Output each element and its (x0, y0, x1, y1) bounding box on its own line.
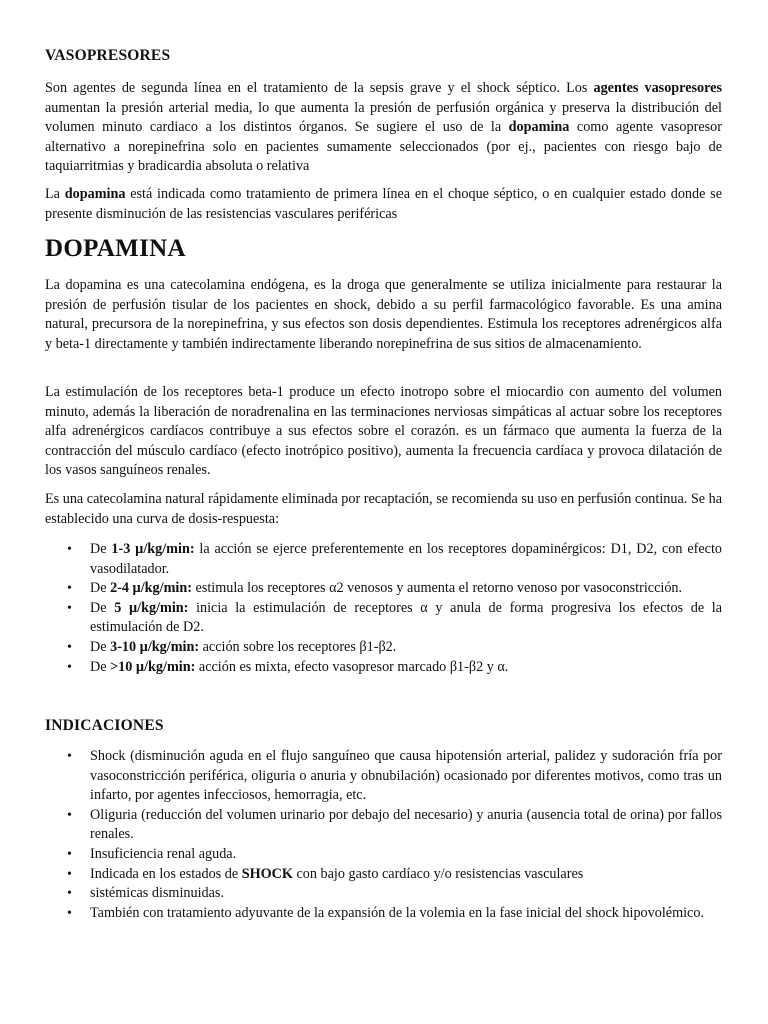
list-item: • De >10 µ/kg/min: acción es mixta, efecto vasopresor marcado β1-β2 y α. (45, 658, 722, 678)
bullet-icon: • (67, 639, 72, 655)
heading-vasopresores: VASOPRESORES (45, 47, 171, 64)
bullet-icon: • (67, 542, 72, 557)
bullet-icon: • (67, 600, 72, 616)
list-item: • Insuficiencia renal aguda. (45, 845, 722, 865)
list-item: • De 3-10 µ/kg/min: acción sobre los receptores β1-β2. (45, 638, 722, 658)
vasopresores-paragraph-1: Son agentes de segunda línea en el tratamiento de la sepsis grave y el shock séptico. Los agentes vasopresores aumentan la presión arterial media, lo que aumenta la presión de perfusión orgánica y preserva la distribución del volumen minuto cardiaco a los distintos órganos. Se sugiere el uso de la dopamina como agente vasopresor alternativo a norepinefrina solo en pacientes sumamente seleccionados (por ej., pacientes con riesgo bajo de taquiarritmias y bradicardia absoluta o relativa (45, 80, 722, 175)
dopamina-paragraph-1: La dopamina es una catecolamina endógena, es la droga que generalmente se utiliza inicialmente para restaurar la presión de perfusión tisular de los pacientes en shock, debido a su perfil farmacológico favorable. Es una amina natural, precursora de la norepinefrina, y sus efectos son dosis dependientes. Estimula los receptores adrenérgicos alfa y beta-1 directamente y también indirectamente liberando norepinefrina de sus sitios de almacenamiento. (45, 277, 722, 352)
bullet-icon: • (67, 749, 72, 764)
list-item: • sistémicas disminuidas. (45, 884, 722, 904)
list-item: • Shock (disminución aguda en el flujo sanguíneo que causa hipotensión arterial, palidez y sudoración fría por vasoconstricción periférica, oliguria o anuria y obnubilación) ocasionado por diferentes motivos, como tras un infarto, por agentes infecciosos, hemorragia, etc. (67, 748, 722, 804)
list-item: • De 2-4 µ/kg/min: estimula los receptores α2 venosos y aumenta el retorno venoso por vasoconstricción. (45, 579, 722, 599)
bullet-icon: • (67, 866, 72, 882)
indicaciones-list (45, 747, 722, 923)
heading-indicaciones-wrap (45, 717, 722, 735)
vasopresores-paragraph-2: La dopamina está indicada como tratamiento de primera línea en el choque séptico, o en cualquier estado donde se presente disminución de las resistencias vasculares periféricas (45, 186, 722, 222)
bullet-icon: • (67, 659, 72, 675)
list-item: • Indicada en los estados de SHOCK con bajo gasto cardíaco y/o resistencias vasculares (45, 865, 722, 885)
list-item: • De 1-3 µ/kg/min: la acción se ejerce preferentemente en los receptores dopaminérgicos: D1, D2, con efecto vasodilatador. (67, 541, 722, 577)
heading-indicaciones: INDICACIONES (45, 717, 164, 734)
bullet-icon: • (67, 905, 72, 921)
dose-list (45, 540, 722, 677)
bullet-icon: • (67, 846, 72, 862)
bullet-icon: • (67, 581, 72, 597)
list-item: • También con tratamiento adyuvante de la expansión de la volemia en la fase inicial del shock hipovolémico. (45, 904, 722, 924)
list-item: • De 5 µ/kg/min: inicia la estimulación de receptores α y anula de forma progresiva los efectos de la estimulación de D2. (67, 599, 723, 636)
bullet-icon: • (67, 807, 72, 823)
heading-dopamina-wrap (45, 235, 722, 263)
bullet-icon: • (67, 886, 72, 902)
dopamina-paragraph-2: La estimulación de los receptores beta-1 produce un efecto inotropo sobre el miocardio con aumento del volumen minuto, además la liberación de noradrenalina en las terminaciones nerviosas simpáticas al actuar sobre los receptores alfa adrenérgicos cardíacos contribuye a sus efectos sobre el corazón. es un fármaco que aumenta la fuerza de la contracción del músculo cardíaco (efecto inotrópico positivo), aumenta la frecuencia cardíaca y provoca dilatación de los vasos sanguíneos renales. (45, 384, 722, 479)
dopamina-paragraph-3: Es una catecolamina natural rápidamente eliminada por recaptación, se recomienda su uso en perfusión continua. Se ha establecido una curva de dosis-respuesta: (45, 491, 722, 527)
list-item: • Oliguria (reducción del volumen urinario por debajo del necesario) y anuria (ausencia total de orina) por fallos renales. (67, 806, 722, 843)
heading-dopamina: DOPAMINA (45, 235, 186, 262)
